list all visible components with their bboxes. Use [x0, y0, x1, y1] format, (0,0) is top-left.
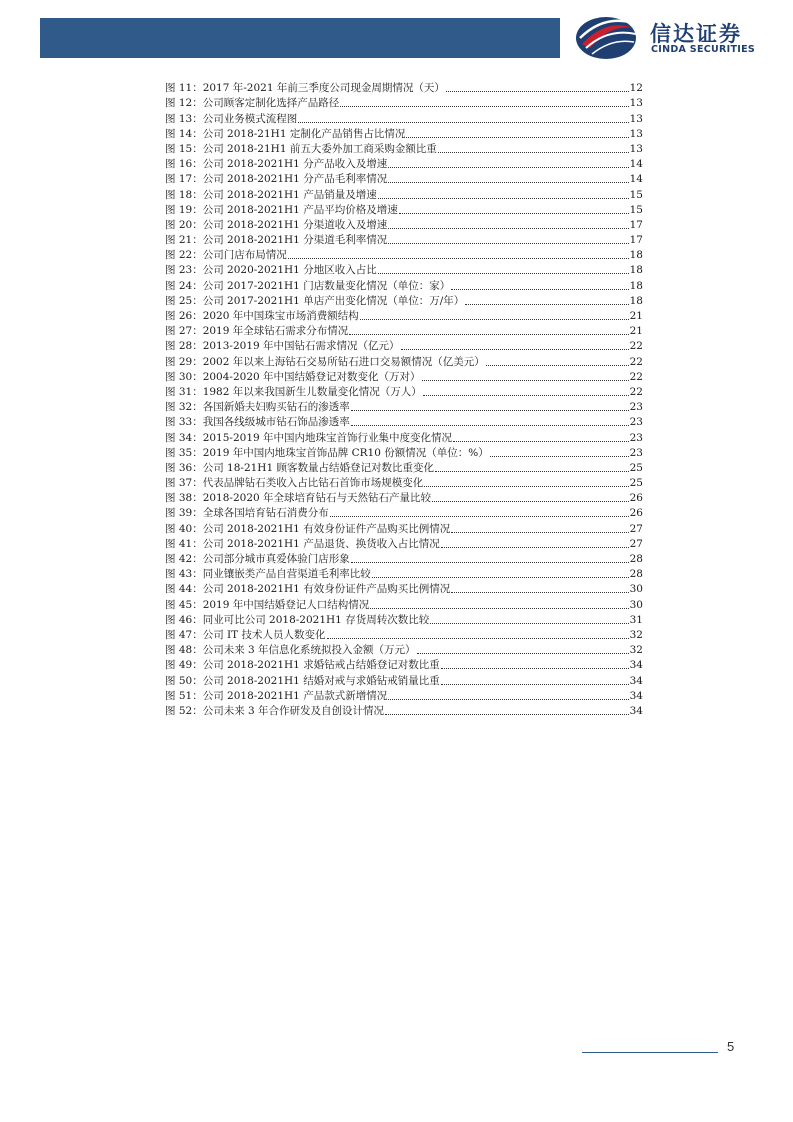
toc-entry[interactable]	[165, 490, 643, 505]
toc-entry[interactable]	[165, 657, 643, 672]
toc-dot-leader	[388, 243, 628, 244]
toc-entry-page: 34	[629, 689, 643, 702]
toc-entry[interactable]	[165, 80, 643, 95]
toc-entry-label: 图 44：公司 2018-2021H1 有效身份证件产品购买比例情况	[165, 583, 451, 596]
toc-entry-page: 13	[629, 142, 643, 155]
toc-entry-page: 34	[629, 674, 643, 687]
toc-entry-page: 18	[629, 249, 643, 262]
toc-entry[interactable]	[165, 247, 643, 262]
toc-entry-page: 15	[629, 188, 643, 201]
toc-entry[interactable]	[165, 262, 643, 277]
toc-entry-page: 34	[629, 659, 643, 672]
toc-dot-leader	[349, 334, 628, 335]
toc-entry-page: 21	[629, 310, 643, 322]
toc-entry-page: 32	[629, 644, 643, 657]
header-bar	[40, 18, 560, 58]
toc-entry-label: 图 35：2019 年中国内地珠宝首饰品牌 CR10 份额情况（单位：%）	[165, 446, 489, 459]
toc-entry-label: 图 33：我国各线级城市钻石饰品渗透率	[165, 416, 350, 429]
toc-entry-label: 图 12：公司顾客定制化选择产品路径	[165, 97, 340, 110]
toc-entry-label: 图 45：2019 年中国结婚登记人口结构情况	[165, 598, 370, 611]
toc-dot-leader	[388, 167, 628, 168]
toc-entry[interactable]	[165, 323, 643, 338]
toc-entry-label: 图 28：2013-2019 年中国钻石需求情况（亿元）	[165, 340, 400, 353]
toc-entry-page: 34	[629, 704, 643, 717]
toc-entry-page: 12	[629, 82, 643, 95]
toc-entry-label: 图 46：同业可比公司 2018-2021H1 存货周转次数比较	[165, 613, 430, 626]
toc-dot-leader	[432, 501, 629, 502]
toc-entry-page: 25	[629, 461, 643, 474]
toc-entry-page: 23	[629, 401, 643, 414]
toc-entry-label: 图 49：公司 2018-2021H1 求婚钻戒占结婚登记对数比重	[165, 659, 440, 672]
toc-entry-page: 13	[629, 127, 643, 140]
toc-entry-page: 22	[629, 340, 643, 353]
toc-dot-leader	[351, 562, 629, 563]
toc-entry-page: 22	[629, 355, 643, 368]
toc-entry[interactable]	[165, 429, 643, 444]
toc-dot-leader	[438, 152, 629, 153]
toc-entry-label: 图 50：公司 2018-2021H1 结婚对戒与求婚钻戒销量比重	[165, 674, 440, 687]
toc-dot-leader	[417, 653, 629, 654]
toc-dot-leader	[446, 91, 629, 92]
toc-entry[interactable]	[165, 703, 643, 718]
toc-entry-page: 27	[629, 537, 643, 550]
toc-entry-label: 图 19：公司 2018-2021H1 产品平均价格及增速	[165, 203, 398, 216]
toc-dot-leader	[399, 213, 629, 214]
toc-entry-page: 28	[629, 553, 643, 565]
toc-entry-label: 图 34：2015-2019 年中国内地珠宝首饰行业集中度变化情况	[165, 431, 453, 444]
toc-entry-label: 图 20：公司 2018-2021H1 分渠道收入及增速	[165, 218, 388, 231]
toc-entry-label: 图 13：公司业务模式流程图	[165, 112, 298, 125]
toc-entry-page: 18	[629, 264, 643, 277]
toc-entry-label: 图 52：公司未来 3 年合作研发及自创设计情况	[165, 704, 385, 717]
toc-entry-page: 30	[629, 598, 643, 611]
toc-dot-leader	[453, 441, 629, 442]
toc-dot-leader	[288, 258, 629, 259]
toc-entry[interactable]	[165, 399, 643, 414]
toc-dot-leader	[330, 516, 629, 517]
toc-entry[interactable]	[165, 612, 643, 627]
toc-entry-label: 图 40：公司 2018-2021H1 有效身份证件产品购买比例情况	[165, 522, 451, 535]
toc-dot-leader	[424, 486, 628, 487]
toc-dot-leader	[430, 623, 628, 624]
toc-entry[interactable]	[165, 688, 643, 703]
toc-entry-label: 图 15：公司 2018-21H1 前五大委外加工商采购金额比重	[165, 142, 437, 155]
toc-dot-leader	[340, 106, 628, 107]
toc-entry-label: 图 21：公司 2018-2021H1 分渠道毛利率情况	[165, 234, 388, 247]
toc-entry[interactable]	[165, 202, 643, 217]
toc-entry[interactable]	[165, 110, 643, 125]
toc-dot-leader	[441, 684, 629, 685]
toc-entry-label: 图 31：1982 年以来我国新生儿数量变化情况（万人）	[165, 385, 422, 398]
toc-entry[interactable]	[165, 596, 643, 611]
toc-entry-label: 图 25：公司 2017-2021H1 单店产出变化情况（单位：万/年）	[165, 294, 465, 307]
toc-entry-page: 30	[629, 583, 643, 596]
toc-dot-leader	[451, 532, 628, 533]
toc-dot-leader	[378, 198, 629, 199]
toc-dot-leader	[465, 304, 628, 305]
toc-dot-leader	[370, 608, 628, 609]
toc-dot-leader	[422, 380, 629, 381]
toc-entry-page: 26	[629, 492, 643, 505]
toc-entry-label: 图 43：同业镶嵌类产品自营渠道毛利率比较	[165, 568, 371, 581]
toc-dot-leader	[385, 714, 629, 715]
toc-entry[interactable]	[165, 475, 643, 490]
toc-entry[interactable]	[165, 460, 643, 475]
toc-dot-leader	[441, 668, 629, 669]
toc-entry-label: 图 22：公司门店布局情况	[165, 249, 287, 262]
logo-chinese-name: 信达证券	[650, 22, 742, 46]
toc-entry[interactable]	[165, 293, 643, 308]
toc-entry[interactable]	[165, 156, 643, 171]
toc-entry-page: 21	[629, 325, 643, 338]
toc-entry[interactable]	[165, 505, 643, 520]
toc-entry[interactable]	[165, 520, 643, 535]
toc-entry[interactable]	[165, 232, 643, 247]
toc-dot-leader	[401, 349, 629, 350]
toc-entry[interactable]	[165, 551, 643, 566]
toc-entry-label: 图 26：2020 年中国珠宝市场消费额结构	[165, 310, 359, 322]
toc-entry-page: 13	[629, 112, 643, 125]
toc-entry[interactable]	[165, 308, 643, 323]
toc-entry-page: 14	[629, 173, 643, 186]
toc-dot-leader	[388, 228, 628, 229]
toc-entry-page: 23	[629, 416, 643, 429]
toc-entry[interactable]	[165, 186, 643, 201]
toc-entry-page: 17	[629, 218, 643, 231]
toc-entry[interactable]	[165, 217, 643, 232]
toc-entry[interactable]	[165, 566, 643, 581]
toc-entry[interactable]	[165, 384, 643, 399]
toc-entry-page: 18	[629, 279, 643, 292]
toc-entry[interactable]	[165, 95, 643, 110]
toc-dot-leader	[378, 273, 629, 274]
toc-dot-leader	[435, 471, 629, 472]
toc-entry-page: 28	[629, 568, 643, 581]
toc-entry[interactable]	[165, 414, 643, 429]
toc-entry-label: 图 14：公司 2018-21H1 定制化产品销售占比情况	[165, 127, 406, 140]
toc-entry-page: 23	[629, 446, 643, 459]
company-logo	[572, 14, 772, 62]
toc-entry-page: 22	[629, 385, 643, 398]
toc-entry[interactable]	[165, 126, 643, 141]
toc-entry-page: 25	[629, 477, 643, 490]
toc-entry[interactable]	[165, 581, 643, 596]
toc-entry[interactable]	[165, 277, 643, 292]
toc-dot-leader	[388, 699, 628, 700]
toc-dot-leader	[360, 319, 629, 320]
toc-entry[interactable]	[165, 338, 643, 353]
toc-dot-leader	[351, 425, 629, 426]
toc-entry-label: 图 37：代表品牌钻石类收入占比钻石首饰市场规模变化	[165, 477, 424, 490]
toc-dot-leader	[490, 456, 629, 457]
toc-dot-leader	[298, 122, 628, 123]
toc-dot-leader	[486, 365, 629, 366]
logo-english-name: CINDA SECURITIES	[651, 44, 756, 55]
toc-entry[interactable]	[165, 536, 643, 551]
toc-entry-label: 图 48：公司未来 3 年信息化系统拟投入金额（万元）	[165, 644, 416, 657]
toc-entry-page: 31	[629, 613, 643, 626]
toc-entry-label: 图 23：公司 2020-2021H1 分地区收入占比	[165, 264, 377, 277]
toc-dot-leader	[388, 182, 628, 183]
toc-entry-page: 26	[629, 507, 643, 520]
toc-dot-leader	[451, 592, 628, 593]
toc-entry-label: 图 39：全球各国培育钻石消费分布	[165, 507, 329, 520]
logo-emblem-icon	[572, 14, 642, 62]
toc-entry-page: 15	[629, 203, 643, 216]
toc-entry[interactable]	[165, 672, 643, 687]
toc-dot-leader	[423, 395, 629, 396]
toc-entry-page: 22	[629, 370, 643, 383]
toc-dot-leader	[406, 137, 628, 138]
toc-entry-label: 图 51：公司 2018-2021H1 产品款式新增情况	[165, 689, 388, 702]
toc-entry-page: 23	[629, 431, 643, 444]
toc-entry-label: 图 11：2017 年-2021 年前三季度公司现金周期情况（天）	[165, 82, 445, 95]
toc-entry-label: 图 18：公司 2018-2021H1 产品销量及增速	[165, 188, 377, 201]
toc-entry-label: 图 42：公司部分城市真爱体验门店形象	[165, 553, 350, 565]
toc-entry-page: 18	[629, 294, 643, 307]
toc-dot-leader	[441, 547, 629, 548]
toc-entry[interactable]	[165, 642, 643, 657]
toc-entry-label: 图 36：公司 18-21H1 顾客数量占结婚登记对数比重变化	[165, 461, 434, 474]
toc-dot-leader	[372, 577, 629, 578]
toc-entry-page: 27	[629, 522, 643, 535]
figure-index-list	[165, 80, 643, 718]
toc-entry-page: 14	[629, 158, 643, 171]
toc-entry-label: 图 29：2002 年以来上海钻石交易所钻石进口交易额情况（亿美元）	[165, 355, 485, 368]
toc-entry[interactable]	[165, 627, 643, 642]
toc-entry-page: 17	[629, 234, 643, 247]
toc-entry-label: 图 16：公司 2018-2021H1 分产品收入及增速	[165, 158, 388, 171]
toc-entry[interactable]	[165, 353, 643, 368]
toc-entry[interactable]	[165, 171, 643, 186]
toc-entry-label: 图 30：2004-2020 年中国结婚登记对数变化（万对）	[165, 370, 421, 383]
toc-entry-page: 32	[629, 628, 643, 641]
toc-entry-label: 图 24：公司 2017-2021H1 门店数量变化情况（单位：家）	[165, 279, 451, 292]
toc-dot-leader	[451, 289, 628, 290]
toc-entry-label: 图 41：公司 2018-2021H1 产品退货、换货收入占比情况	[165, 537, 440, 550]
toc-entry[interactable]	[165, 141, 643, 156]
toc-dot-leader	[327, 638, 629, 639]
toc-entry-label: 图 17：公司 2018-2021H1 分产品毛利率情况	[165, 173, 388, 186]
toc-entry-page: 13	[629, 97, 643, 110]
page-number: 5	[727, 1039, 735, 1054]
toc-entry-label: 图 47：公司 IT 技术人员人数变化	[165, 628, 326, 641]
toc-entry[interactable]	[165, 369, 643, 384]
toc-entry-label: 图 27：2019 年全球钻石需求分布情况	[165, 325, 349, 338]
toc-entry-label: 图 32：各国新婚夫妇购买钻石的渗透率	[165, 401, 350, 414]
toc-dot-leader	[351, 410, 629, 411]
toc-entry[interactable]	[165, 445, 643, 460]
toc-entry-label: 图 38：2018-2020 年全球培育钻石与天然钻石产量比较	[165, 492, 432, 505]
footer-rule	[582, 1052, 718, 1053]
